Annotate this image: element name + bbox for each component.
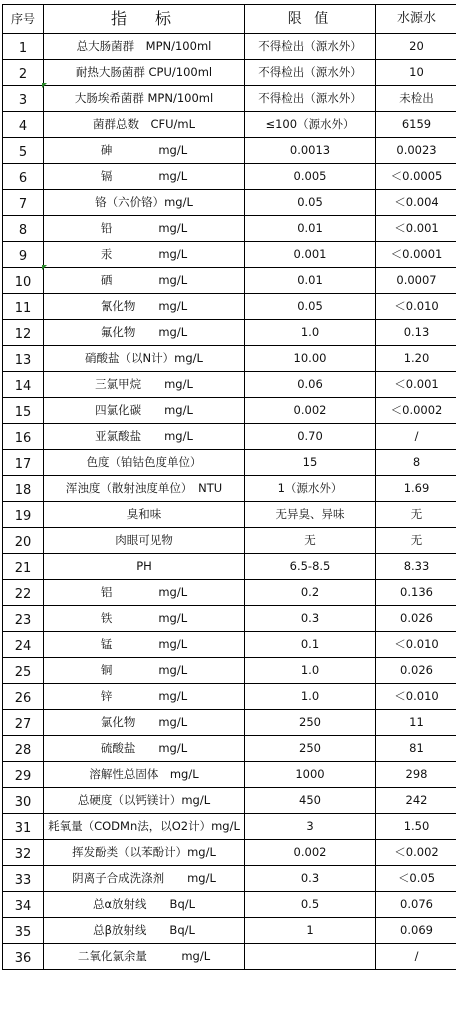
cell-no[interactable]: 25 [3, 658, 44, 684]
cell-no[interactable]: 29 [3, 762, 44, 788]
cell-source[interactable]: 298 [376, 762, 456, 788]
table-row [3, 138, 456, 164]
table-row [3, 840, 456, 866]
cell-limit[interactable]: 无 [245, 528, 376, 554]
cell-source[interactable]: 8.33 [376, 554, 456, 580]
table-row [3, 476, 456, 502]
cell-name[interactable]: 氟化物 mg/L [44, 320, 245, 346]
cell-limit[interactable]: 15 [245, 450, 376, 476]
cell-limit[interactable]: 3 [245, 814, 376, 840]
cell-source[interactable]: 1.69 [376, 476, 456, 502]
cell-no[interactable]: 34 [3, 892, 44, 918]
cell-source[interactable]: 20 [376, 34, 456, 60]
cell-source[interactable]: 0.0007 [376, 268, 456, 294]
cell-limit[interactable]: 1.0 [245, 320, 376, 346]
table-row [3, 450, 456, 476]
table-row [3, 710, 456, 736]
cell-limit[interactable]: 0.1 [245, 632, 376, 658]
cell-limit[interactable]: 10.00 [245, 346, 376, 372]
cell-source[interactable]: ＜0.002 [376, 840, 456, 866]
cell-name[interactable]: 总硬度（以钙镁计）mg/L [44, 788, 245, 814]
table-row [3, 164, 456, 190]
table-row [3, 60, 456, 86]
water-quality-table [2, 4, 456, 970]
cell-no[interactable]: 21 [3, 554, 44, 580]
cell-name[interactable]: 溶解性总固体 mg/L [44, 762, 245, 788]
cell-name[interactable]: 铜 mg/L [44, 658, 245, 684]
cell-limit[interactable]: 1 [245, 918, 376, 944]
cell-no[interactable]: 7 [3, 190, 44, 216]
table-row [3, 528, 456, 554]
cell-name[interactable]: 铝 mg/L [44, 580, 245, 606]
cell-indicator-row-3 [42, 83, 47, 88]
table-row [3, 632, 456, 658]
cell-source[interactable]: 未检出 [376, 86, 456, 112]
cell-name[interactable]: 耗氧量（CODMn法，以O2计）mg/L [44, 814, 245, 840]
table-row [3, 502, 456, 528]
cell-name[interactable]: 镉 mg/L [44, 164, 245, 190]
cell-no[interactable]: 10 [3, 268, 44, 294]
cell-no[interactable]: 20 [3, 528, 44, 554]
cell-name[interactable]: 总β放射线 Bq/L [44, 918, 245, 944]
cell-limit[interactable]: 450 [245, 788, 376, 814]
cell-limit[interactable]: 0.005 [245, 164, 376, 190]
cell-no[interactable]: 32 [3, 840, 44, 866]
cell-source[interactable]: 6159 [376, 112, 456, 138]
cell-limit[interactable]: 6.5-8.5 [245, 554, 376, 580]
cell-source[interactable]: 1.20 [376, 346, 456, 372]
table-row [3, 34, 456, 60]
cell-no[interactable]: 23 [3, 606, 44, 632]
header-limit[interactable]: 限 值 [245, 5, 376, 34]
cell-name[interactable]: 锰 mg/L [44, 632, 245, 658]
cell-name[interactable]: 硝酸盐（以N计）mg/L [44, 346, 245, 372]
cell-name[interactable]: 耐热大肠菌群 CPU/100ml [44, 60, 245, 86]
table-row [3, 346, 456, 372]
cell-source[interactable]: ＜0.010 [376, 632, 456, 658]
cell-name[interactable]: PH [44, 554, 245, 580]
cell-no[interactable]: 1 [3, 34, 44, 60]
cell-no[interactable]: 13 [3, 346, 44, 372]
cell-name[interactable]: 总α放射线 Bq/L [44, 892, 245, 918]
cell-source[interactable]: 10 [376, 60, 456, 86]
cell-limit[interactable]: 1.0 [245, 658, 376, 684]
cell-name[interactable]: 铁 mg/L [44, 606, 245, 632]
table-row [3, 372, 456, 398]
table-row [3, 658, 456, 684]
cell-name[interactable]: 总大肠菌群 MPN/100ml [44, 34, 245, 60]
cell-limit[interactable]: 无异臭、异味 [245, 502, 376, 528]
cell-limit[interactable]: 0.3 [245, 606, 376, 632]
table-row [3, 554, 456, 580]
table-row [3, 788, 456, 814]
cell-source[interactable]: 1.50 [376, 814, 456, 840]
cell-source[interactable]: ＜0.0002 [376, 398, 456, 424]
cell-name[interactable]: 砷 mg/L [44, 138, 245, 164]
cell-name[interactable]: 三氯甲烷 mg/L [44, 372, 245, 398]
cell-no[interactable]: 15 [3, 398, 44, 424]
cell-limit[interactable]: 0.5 [245, 892, 376, 918]
cell-no[interactable]: 30 [3, 788, 44, 814]
table-row [3, 606, 456, 632]
cell-source[interactable]: ＜0.010 [376, 684, 456, 710]
table-row [3, 190, 456, 216]
cell-limit[interactable]: 250 [245, 710, 376, 736]
cell-source[interactable]: 0.069 [376, 918, 456, 944]
cell-no[interactable]: 14 [3, 372, 44, 398]
cell-name[interactable]: 氯化物 mg/L [44, 710, 245, 736]
cell-no[interactable]: 5 [3, 138, 44, 164]
cell-name[interactable]: 四氯化碳 mg/L [44, 398, 245, 424]
table-row [3, 736, 456, 762]
cell-limit[interactable]: 1（源水外） [245, 476, 376, 502]
cell-no[interactable]: 19 [3, 502, 44, 528]
cell-no[interactable]: 16 [3, 424, 44, 450]
cell-no[interactable]: 35 [3, 918, 44, 944]
cell-limit[interactable]: 0.001 [245, 242, 376, 268]
cell-limit[interactable]: 不得检出（源水外） [245, 34, 376, 60]
table-row [3, 580, 456, 606]
table-row [3, 918, 456, 944]
cell-source[interactable]: ＜0.001 [376, 216, 456, 242]
cell-source[interactable]: 无 [376, 528, 456, 554]
cell-source[interactable]: ＜0.001 [376, 372, 456, 398]
cell-no[interactable]: 6 [3, 164, 44, 190]
table-row [3, 398, 456, 424]
cell-limit[interactable]: 0.2 [245, 580, 376, 606]
cell-name[interactable]: 浑浊度（散射浊度单位） NTU [44, 476, 245, 502]
table-row [3, 86, 456, 112]
cell-name[interactable]: 臭和味 [44, 502, 245, 528]
cell-no[interactable]: 9 [3, 242, 44, 268]
cell-name[interactable]: 肉眼可见物 [44, 528, 245, 554]
header-name[interactable]: 指 标 [44, 5, 245, 34]
cell-no[interactable]: 24 [3, 632, 44, 658]
cell-no[interactable]: 8 [3, 216, 44, 242]
table-row [3, 684, 456, 710]
header-source[interactable]: 水源水 [376, 5, 456, 34]
header-row [3, 5, 456, 34]
cell-limit[interactable] [245, 944, 376, 970]
cell-no[interactable]: 2 [3, 60, 44, 86]
cell-no[interactable]: 36 [3, 944, 44, 970]
table-row [3, 294, 456, 320]
cell-limit[interactable]: 0.05 [245, 190, 376, 216]
table-row [3, 892, 456, 918]
cell-limit[interactable]: 0.70 [245, 424, 376, 450]
cell-source[interactable]: 242 [376, 788, 456, 814]
cell-limit[interactable]: ≤100（源水外） [245, 112, 376, 138]
cell-name[interactable]: 大肠埃希菌群 MPN/100ml [44, 86, 245, 112]
cell-no[interactable]: 11 [3, 294, 44, 320]
cell-limit[interactable]: 250 [245, 736, 376, 762]
cell-no[interactable]: 33 [3, 866, 44, 892]
table-row [3, 112, 456, 138]
table-row [3, 866, 456, 892]
cell-source[interactable]: / [376, 944, 456, 970]
cell-source[interactable]: 0.136 [376, 580, 456, 606]
cell-limit[interactable]: 1000 [245, 762, 376, 788]
table-row [3, 814, 456, 840]
cell-limit[interactable]: 0.002 [245, 840, 376, 866]
cell-name[interactable]: 铅 mg/L [44, 216, 245, 242]
cell-no[interactable]: 31 [3, 814, 44, 840]
cell-no[interactable]: 17 [3, 450, 44, 476]
table-row [3, 424, 456, 450]
table-row [3, 320, 456, 346]
cell-no[interactable]: 28 [3, 736, 44, 762]
cell-limit[interactable]: 0.05 [245, 294, 376, 320]
header-no[interactable]: 序号 [3, 5, 44, 34]
cell-limit[interactable]: 不得检出（源水外） [245, 86, 376, 112]
cell-limit[interactable]: 0.3 [245, 866, 376, 892]
cell-limit[interactable]: 0.002 [245, 398, 376, 424]
cell-name[interactable]: 硫酸盐 mg/L [44, 736, 245, 762]
cell-source[interactable]: ＜0.0001 [376, 242, 456, 268]
cell-no[interactable]: 18 [3, 476, 44, 502]
cell-name[interactable]: 亚氯酸盐 mg/L [44, 424, 245, 450]
cell-name[interactable]: 汞 mg/L [44, 242, 245, 268]
cell-source[interactable]: 0.0023 [376, 138, 456, 164]
cell-source[interactable]: ＜0.0005 [376, 164, 456, 190]
cell-name[interactable]: 阴离子合成洗涤剂 mg/L [44, 866, 245, 892]
cell-no[interactable]: 4 [3, 112, 44, 138]
cell-no[interactable]: 12 [3, 320, 44, 346]
cell-no[interactable]: 26 [3, 684, 44, 710]
cell-limit[interactable]: 0.06 [245, 372, 376, 398]
cell-source[interactable]: 11 [376, 710, 456, 736]
cell-no[interactable]: 27 [3, 710, 44, 736]
table-row [3, 268, 456, 294]
table-row [3, 944, 456, 970]
cell-source[interactable]: 0.026 [376, 658, 456, 684]
cell-indicator-row-10 [42, 265, 47, 270]
cell-name[interactable]: 挥发酚类（以苯酚计）mg/L [44, 840, 245, 866]
cell-source[interactable]: / [376, 424, 456, 450]
cell-source[interactable]: ＜0.05 [376, 866, 456, 892]
cell-limit[interactable]: 不得检出（源水外） [245, 60, 376, 86]
table-row [3, 242, 456, 268]
cell-limit[interactable]: 0.0013 [245, 138, 376, 164]
cell-name[interactable]: 硒 mg/L [44, 268, 245, 294]
cell-limit[interactable]: 1.0 [245, 684, 376, 710]
cell-source[interactable]: 0.026 [376, 606, 456, 632]
cell-name[interactable]: 二氧化氯余量 mg/L [44, 944, 245, 970]
cell-source[interactable]: 0.13 [376, 320, 456, 346]
cell-name[interactable]: 氰化物 mg/L [44, 294, 245, 320]
cell-source[interactable]: ＜0.010 [376, 294, 456, 320]
cell-name[interactable]: 色度（铂钴色度单位） [44, 450, 245, 476]
cell-limit[interactable]: 0.01 [245, 216, 376, 242]
cell-source[interactable]: ＜0.004 [376, 190, 456, 216]
cell-source[interactable]: 无 [376, 502, 456, 528]
cell-name[interactable]: 菌群总数 CFU/mL [44, 112, 245, 138]
table-row [3, 216, 456, 242]
cell-no[interactable]: 3 [3, 86, 44, 112]
cell-limit[interactable]: 0.01 [245, 268, 376, 294]
cell-name[interactable]: 铬（六价铬）mg/L [44, 190, 245, 216]
cell-source[interactable]: 0.076 [376, 892, 456, 918]
cell-source[interactable]: 8 [376, 450, 456, 476]
cell-no[interactable]: 22 [3, 580, 44, 606]
cell-name[interactable]: 锌 mg/L [44, 684, 245, 710]
cell-source[interactable]: 81 [376, 736, 456, 762]
table-row [3, 762, 456, 788]
